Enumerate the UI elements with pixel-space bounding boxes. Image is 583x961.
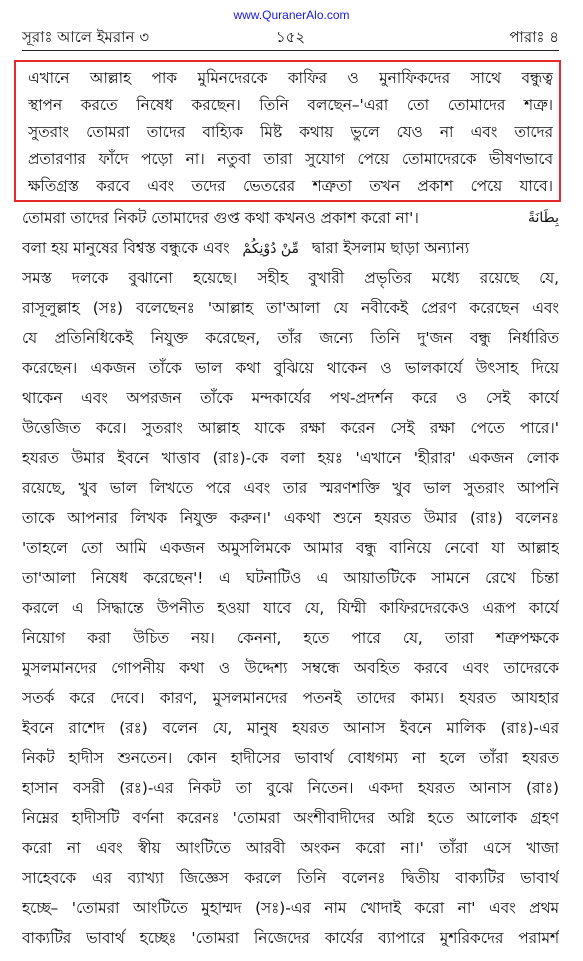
body-line: হচ্ছে– 'তোমরা আংটিতে মুহাম্মদ (সঃ)-এর নাম খোদাই করো না' এবং প্রথম	[22, 899, 559, 917]
body-line: 'তাহলে তো আমি একজন অমুসলিমকে আমার বন্ধু বানিয়ে নেবো যা আল্লাহ	[22, 539, 559, 557]
arabic-term: بِطَانَةً	[527, 210, 559, 226]
body-line: নিম্নের হাদীসটি বর্ণনা করেনঃ 'তোমরা অংশীবাদীদের অগ্নি হতে আলোক গ্রহণ	[22, 809, 559, 827]
highlight-line: এখানে আল্লাহ পাক মুমিনদেরকে কাফির ও মুনাফিকদের সাথে বন্ধুত্ব	[28, 69, 553, 87]
body-line: উত্তেজিত করে। সুতরাং আল্লাহ যাকে রক্ষা করেন সেই রক্ষা পেতে পারে।'	[22, 419, 559, 437]
body-line: বাক্যটির ভাবার্থ হচ্ছেঃ 'তোমরা নিজেদের কার্যের ব্যাপারে মুশরিকদের পরামর্শ	[22, 929, 559, 947]
body-text: দ্বারা ইসলাম ছাড়া অন্যান্য	[311, 239, 470, 257]
body-line: করেছেন। একজন তাঁকে ভাল কথা বুঝিয়ে থাকেন ও ভালকার্যে উৎসাহ দিয়ে	[22, 359, 559, 377]
highlight-line: স্থাপন করতে নিষেধ করছেন। তিনি বলছেন–'এরা তো তোমাদের শত্রু।	[28, 96, 553, 114]
body-line: হযরত উমার ইবনে খাত্তাব (রাঃ)-কে বলা হয়ঃ 'এখানে 'হীরার' একজন লোক	[22, 449, 559, 467]
para-label: পারাঃ ৪	[509, 28, 559, 46]
body-line-with-arabic	[22, 203, 559, 233]
body-line: রাসূলুল্লাহ (সঃ) বলেছেনঃ 'আল্লাহ তা'আলা যে নবীকেই প্রেরণ করেছেন এবং	[22, 299, 559, 317]
body-line: সতর্ক করে দেবে। কারণ, মুসলমানদের পতনই তাদের কাম্য। হযরত আযহার	[22, 689, 559, 707]
highlight-line: সুতরাং তোমরা তাদের বাহ্যিক মিষ্ট কথায় ভুলে যেও না এবং তাদের	[28, 123, 553, 141]
body-line: করো না এবং স্বীয় আংটিতে আরবী অংকন করো না।' তাঁরা এসে খাজা	[22, 839, 559, 857]
highlight-line: প্রতারণার ফাঁদে পড়ো না। নতুবা তারা সুযোগ পেয়ে তোমাদেরকে ভীষণভাবে	[28, 150, 553, 168]
body-line: তা'আলা নিষেধ করেছেন'! এ ঘটনাটিও এ আয়াতটিকে সামনে রেখে চিন্তা	[22, 569, 559, 587]
body-line: করলে এ সিদ্ধান্তে উপনীত হওয়া যাবে যে, যিম্মী কাফিরদেরকেও এরূপ কার্যে	[22, 599, 559, 617]
highlight-line: ক্ষতিগ্রস্ত করবে এবং তদের ভেতরের শত্রুতা তখন প্রকাশ পেয়ে যাবে।	[28, 177, 553, 195]
page-number: ১৫২	[275, 28, 306, 46]
surah-label: সূরাঃ আলে ইমরান ৩	[22, 28, 149, 46]
body-line-with-arabic	[22, 233, 559, 263]
body-line: সমস্ত দলকে বুঝানো হয়েছে। সহীহ বুখারী প্রভৃতির মধ্যে রয়েছে যে,	[22, 269, 559, 287]
body-line: মুসলমানদের গোপনীয় কথা ও উদ্দেশ্য সম্বন্ধে অবহিত করবে এবং তাদেরকে	[22, 659, 559, 677]
site-url: www.QuranerAlo.com	[233, 8, 350, 22]
page-header	[22, 24, 559, 51]
body-line: সাহেবকে এর ব্যাখ্যা জিজ্ঞেস করলে তিনি বলেনঃ দ্বিতীয় বাক্যটির ভাবার্থ	[22, 869, 559, 887]
body-line: রয়েছে, খুব ভাল লিখতে পরে এবং তার স্মরণশক্তি খুব ভাল সুতরাং আপনি	[22, 479, 559, 497]
body-line: নিয়োগ করা উচিত নয়। কেননা, হতে পারে যে, তারা শত্রুপক্ষকে	[22, 629, 559, 647]
body-text: বলা হয় মানুষের বিশ্বস্ত বন্ধুকে এবং	[22, 239, 230, 257]
body-text: তোমরা তাদের নিকট তোমাদের গুপ্ত কথা কখনও প্রকাশ করো না'।	[22, 209, 419, 227]
arabic-term: مِّنْ دُوْنِكُمْ	[242, 241, 300, 257]
body-line: হাসান বসরী (রঃ)-এর নিকট তা বুঝে নিতেন। একদা হযরত আনাস (রাঃ)	[22, 779, 559, 797]
body-line: ইবনে রাশেদ (রঃ) বলেন যে, মানুষ হযরত আনাস ইবনে মালিক (রাঃ)-এর	[22, 719, 559, 737]
body-line: যে প্রতিনিধিকেই নিযুক্ত করেছেন, তাঁর জন্যে তিনি দু'জন বন্ধু নির্ধারিত	[22, 329, 559, 347]
body-line: নিকট হাদীস শুনতেন। কোন হাদীসের ভাবার্থ বোধগম্য না হলে তাঁরা হযরত	[22, 749, 559, 767]
body-line: থাকেন এবং অপরজন তাঁকে মন্দকার্যের পথ-প্রদর্শন করে ও সেই কার্যে	[22, 389, 559, 407]
body-line: তাকে আপনার লিখক নিযুক্ত করুন।' একথা শুনে হযরত উমার (রাঃ) বলেনঃ	[22, 509, 559, 527]
